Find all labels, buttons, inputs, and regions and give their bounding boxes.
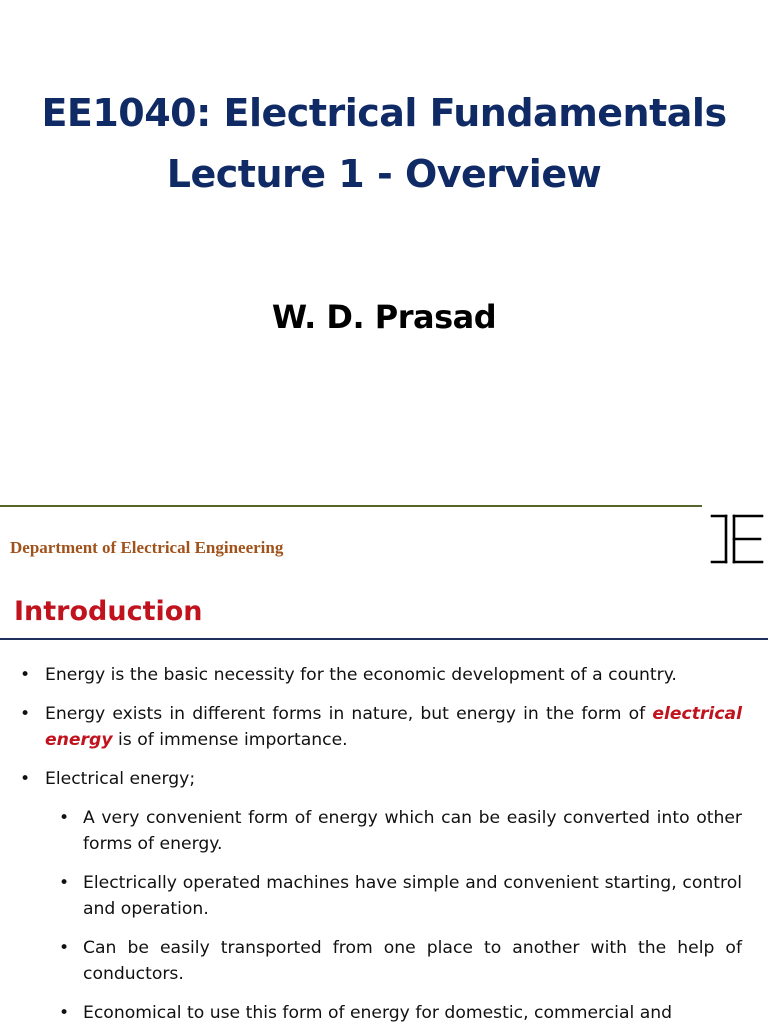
bullet-icon: • bbox=[59, 938, 70, 958]
bullet-item bbox=[0, 766, 768, 792]
department-name: Department of Electrical Engineering bbox=[10, 538, 284, 557]
sub-bullet-item bbox=[0, 870, 768, 922]
lecture-title-line-1: EE1040: Electrical Fundamentals bbox=[41, 91, 727, 135]
title-slide bbox=[0, 0, 768, 505]
lecture-title-line-2: Lecture 1 - Overview bbox=[166, 152, 602, 196]
header-divider bbox=[0, 505, 702, 507]
bullet-text: Energy is the basic necessity for the economic development of a country. bbox=[45, 665, 677, 685]
university-logo-icon bbox=[710, 513, 764, 565]
bullet-icon: • bbox=[59, 873, 70, 893]
bullet-item bbox=[0, 701, 768, 753]
emphasis-text: electrical energy bbox=[45, 704, 742, 750]
sub-bullet-text: A very convenient form of energy which can be easily converted into other forms of energy. bbox=[83, 808, 742, 854]
bullet-icon: • bbox=[20, 769, 31, 789]
sub-bullet-item bbox=[0, 805, 768, 857]
bullet-list bbox=[0, 662, 768, 1024]
bullet-icon: • bbox=[59, 1003, 70, 1023]
sub-bullet-text: Can be easily transported from one place to another with the help of conductors. bbox=[83, 938, 742, 984]
bullet-icon: • bbox=[20, 665, 31, 685]
sub-bullet-text: Electrically operated machines have simple and convenient starting, control and operation. bbox=[83, 873, 742, 919]
bullet-icon: • bbox=[59, 808, 70, 828]
bullet-text: Energy exists in different forms in nature, but energy in the form of bbox=[45, 704, 653, 724]
sub-bullet-item bbox=[0, 1000, 768, 1024]
bullet-item bbox=[0, 662, 768, 688]
bullet-text: Electrical energy; bbox=[45, 769, 196, 789]
sub-bullet-item bbox=[0, 935, 768, 987]
title-divider bbox=[0, 638, 768, 640]
bullet-icon: • bbox=[20, 704, 31, 724]
introduction-slide bbox=[0, 505, 768, 1024]
section-title: Introduction bbox=[14, 596, 203, 627]
author-name: W. D. Prasad bbox=[271, 298, 497, 336]
bullet-text: is of immense importance. bbox=[112, 730, 348, 750]
sub-bullet-text: Economical to use this form of energy for domestic, commercial and bbox=[83, 1003, 673, 1023]
